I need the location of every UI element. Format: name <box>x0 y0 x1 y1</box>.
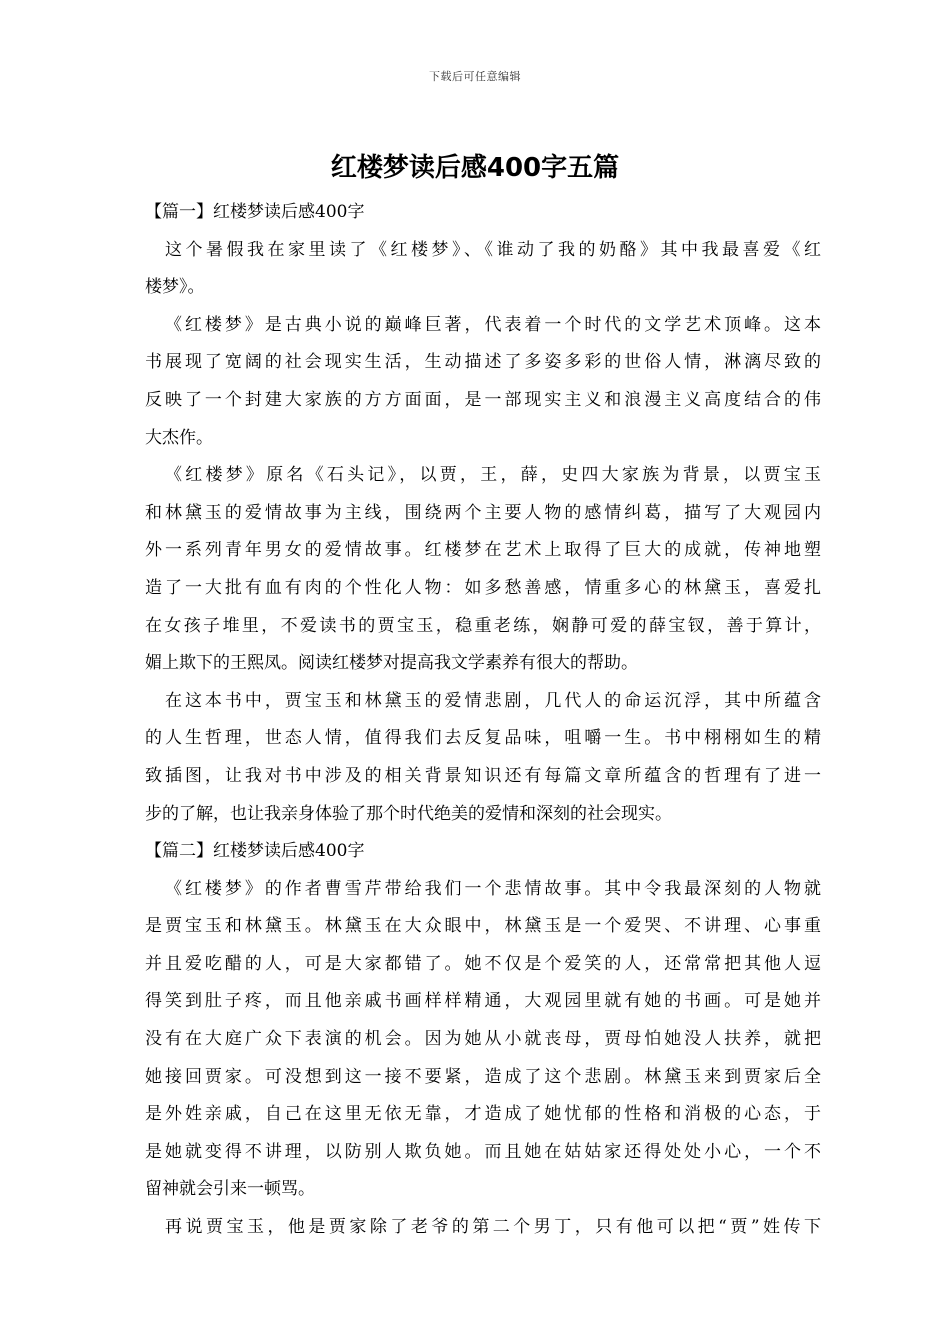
header-note: 下载后可任意编辑 <box>429 70 521 83</box>
text-line: 《红楼梦》是古典小说的巅峰巨著，代表着一个时代的文学艺术顶峰。这本 <box>165 314 821 335</box>
text-line: 楼梦》。 <box>145 277 205 298</box>
text-line: 反映了一个封建大家族的方方面面，是一部现实主义和浪漫主义高度结合的伟 <box>145 389 821 410</box>
document-body <box>145 194 821 1247</box>
text-line: 是她就变得不讲理，以防别人欺负她。而且她在姑姑家还得处处小心，一个不 <box>145 1141 821 1162</box>
text-line: 和林黛玉的爱情故事为主线，围绕两个主要人物的感情纠葛，描写了大观园内 <box>145 502 821 523</box>
section-heading: 【篇一】红楼梦读后感400字 <box>145 202 365 222</box>
text-line: 媚上欺下的王熙凤。阅读红楼梦对提高我文学素养有很大的帮助。 <box>145 653 638 674</box>
text-line: 这个暑假我在家里读了《红楼梦》、《谁动了我的奶酪》其中我最喜爱《红 <box>165 239 821 260</box>
text-line: 并且爱吃醋的人，可是大家都错了。她不仅是个爱笑的人，还常常把其他人逗 <box>145 953 821 974</box>
text-line: 她接回贾家。可没想到这一接不要紧，造成了这个悲剧。林黛玉来到贾家后全 <box>145 1066 821 1087</box>
section-heading: 【篇二】红楼梦读后感400字 <box>145 841 365 862</box>
text-line: 在女孩子堆里，不爱读书的贾宝玉，稳重老练，娴静可爱的薛宝钗，善于算计， <box>145 615 821 636</box>
text-line: 得笑到肚子疼，而且他亲戚书画样样精通，大观园里就有她的书画。可是她并 <box>145 991 821 1012</box>
text-line: 造了一大批有血有肉的个性化人物：如多愁善感，情重多心的林黛玉，喜爱扎 <box>145 577 821 598</box>
text-line: 留神就会引来一顿骂。 <box>145 1179 315 1200</box>
text-line: 外一系列青年男女的爱情故事。红楼梦在艺术上取得了巨大的成就，传神地塑 <box>145 540 821 561</box>
text-line: 《红楼梦》的作者曹雪芹带给我们一个悲情故事。其中令我最深刻的人物就 <box>165 878 821 899</box>
text-line: 再说贾宝玉，他是贾家除了老爷的第二个男丁，只有他可以把“贾”姓传下 <box>165 1217 821 1238</box>
text-line: 是外姓亲戚，自己在这里无依无靠，才造成了她忧郁的性格和消极的心态，于 <box>145 1104 821 1125</box>
text-line: 是贾宝玉和林黛玉。林黛玉在大众眼中，林黛玉是一个爱哭、不讲理、心事重 <box>145 916 821 937</box>
text-line: 没有在大庭广众下表演的机会。因为她从小就丧母，贾母怕她没人扶养，就把 <box>145 1029 821 1050</box>
text-line: 致插图，让我对书中涉及的相关背景知识还有每篇文章所蕴含的哲理有了进一 <box>145 765 821 786</box>
document-title: 红楼梦读后感400字五篇 <box>330 153 620 183</box>
text-line: 大杰作。 <box>145 427 213 448</box>
text-line: 书展现了宽阔的社会现实生活，生动描述了多姿多彩的世俗人情，淋漓尽致的 <box>145 352 821 373</box>
text-line: 的人生哲理，世态人情，值得我们去反复品味，咀嚼一生。书中栩栩如生的精 <box>145 728 821 749</box>
text-line: 步的了解，也让我亲身体验了那个时代绝美的爱情和深刻的社会现实。 <box>145 803 672 824</box>
text-line: 《红楼梦》原名《石头记》，以贾，王，薛，史四大家族为背景，以贾宝玉 <box>165 465 821 486</box>
text-line: 在这本书中，贾宝玉和林黛玉的爱情悲剧，几代人的命运沉浮，其中所蕴含 <box>165 690 821 711</box>
